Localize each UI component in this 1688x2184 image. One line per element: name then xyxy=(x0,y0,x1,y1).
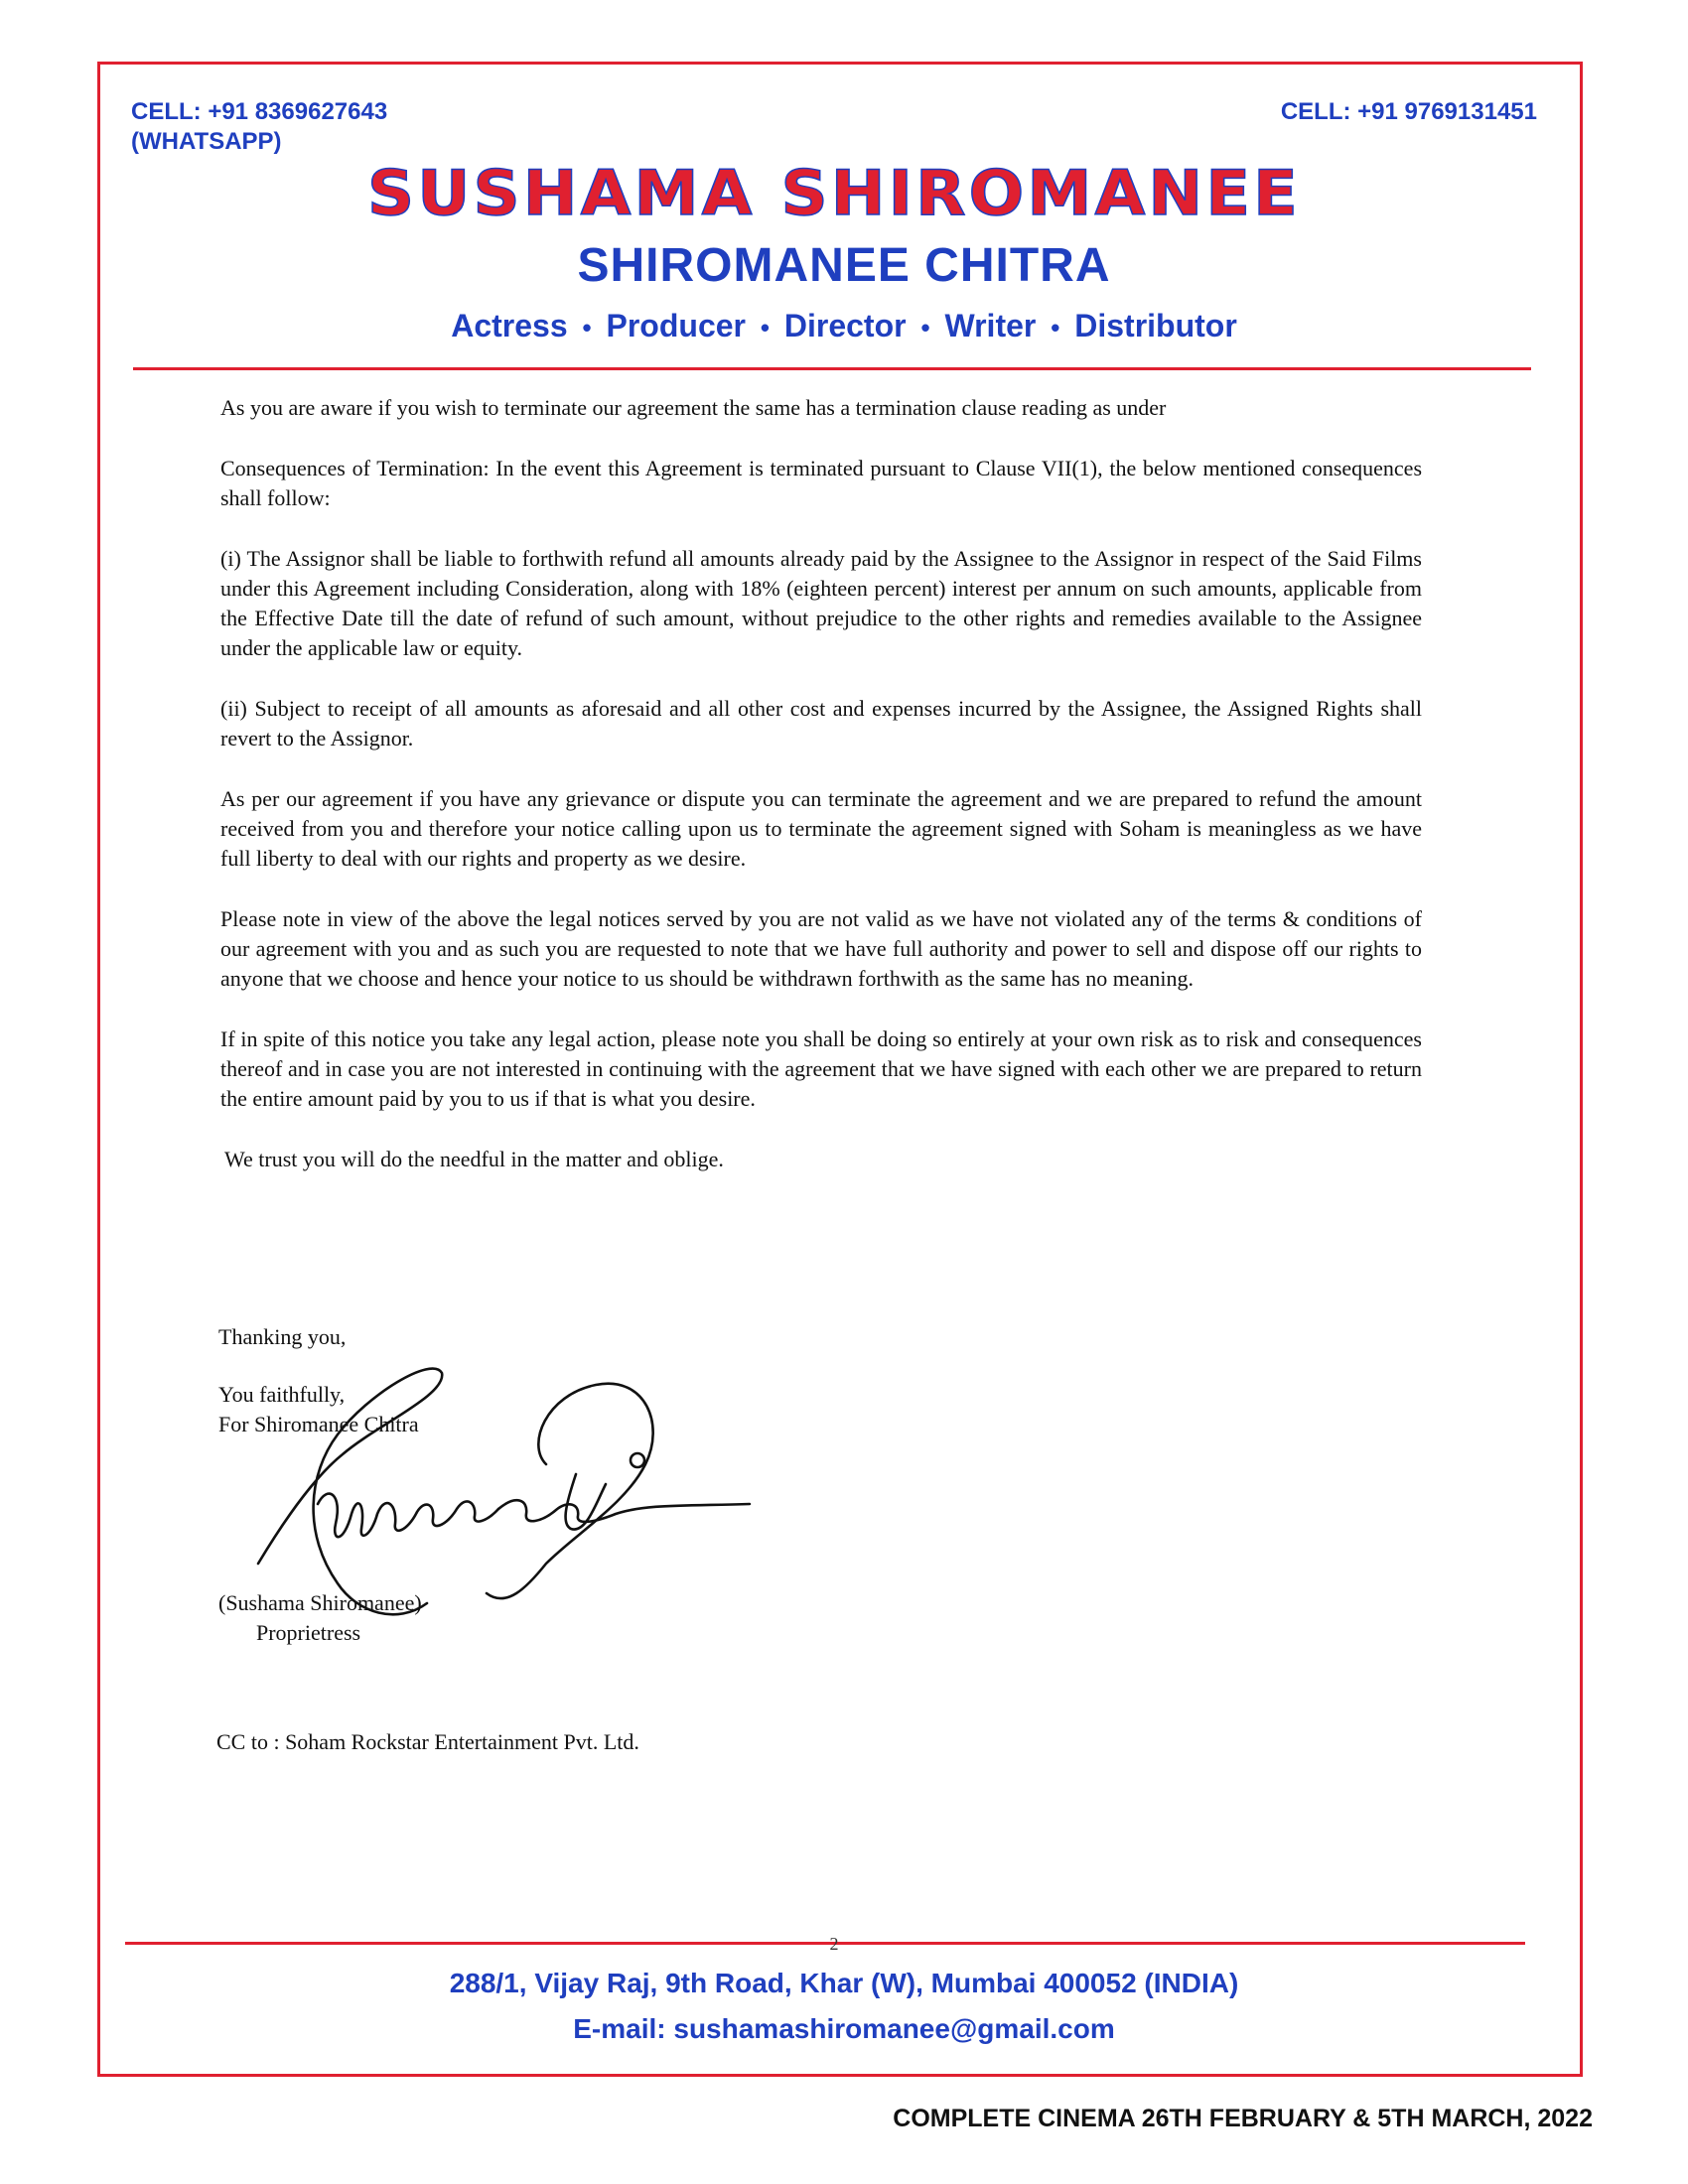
letter-body xyxy=(220,393,1422,1205)
signatory xyxy=(218,1588,422,1648)
role-actress: Actress xyxy=(451,308,568,343)
role-director: Director xyxy=(783,308,907,343)
cell-left xyxy=(131,97,387,157)
cell-left-number: CELL: +91 8369627643 xyxy=(131,98,388,125)
paragraph-legal-action: If in spite of this notice you take any legal action, please note you shall be doing so entirely at your own risk as to risk and consequences thereof and in case you are not interested in continuing with the agreement that we have signed with each other we are prepared to return the entire amount paid by you to us if that is what you desire. xyxy=(220,1026,1422,1111)
role-separator: • xyxy=(920,313,930,342)
role-producer: Producer xyxy=(606,308,746,343)
paragraph-notice: Please note in view of the above the legal notices served by you are not valid as we have not violated any of the terms & conditions of our agreement with you and as such you are requested to note that we have full authority and power to sell and dispose off our rights to anyone that we choose and hence your notice to us should be withdrawn forthwith as the same has no meaning. xyxy=(220,906,1422,991)
role-distributor: Distributor xyxy=(1074,308,1237,343)
brand-logo-graphic xyxy=(357,157,1311,226)
cc-line: CC to : Soham Rockstar Entertainment Pvt. Ltd. xyxy=(216,1729,639,1754)
signatory-name: (Sushama Shiromanee) xyxy=(218,1590,422,1615)
role-separator: • xyxy=(1051,313,1060,342)
role-writer: Writer xyxy=(944,308,1037,343)
cell-right: CELL: +91 9769131451 xyxy=(1280,98,1537,125)
address-line: 288/1, Vijay Raj, 9th Road, Khar (W), Mumbai 400052 (INDIA) xyxy=(449,1968,1239,1998)
paragraph-trust: We trust you will do the needful in the matter and oblige. xyxy=(224,1147,724,1171)
company-name: SHIROMANEE CHITRA xyxy=(577,239,1111,292)
page-number: 2 xyxy=(829,1934,839,1954)
role-separator: • xyxy=(760,313,770,342)
email-line: E-mail: sushamashiromanee@gmail.com xyxy=(573,2013,1115,2044)
paragraph-agreement: As per our agreement if you have any grievance or dispute you can terminate the agreement and we are prepared to refund the amount received from you and therefore your notice calling upon us to terminate the agreement signed with Soham is meaningless as we have full liberty to deal with our rights and property as we desire. xyxy=(220,786,1422,871)
paragraph-clause-ii: (ii) Subject to receipt of all amounts as aforesaid and all other cost and expenses incurred by the Assignee, the Assigned Rights shall revert to the Assignor. xyxy=(220,696,1422,751)
sign-off-line-2: For Shiromanee Chitra xyxy=(218,1412,419,1436)
header-divider xyxy=(133,367,1531,370)
signatory-title: Proprietress xyxy=(256,1620,361,1645)
cell-left-note: (WHATSAPP) xyxy=(131,128,282,155)
paragraph-clause-i: (i) The Assignor shall be liable to forthwith refund all amounts already paid by the Assignee to the Assignor in respect of the Said Films under this Agreement including Consideration, along with 18% (eighteen percent) interest per annum on such amounts, applicable from the Effective Date till the date of refund of such amount, without prejudice to the other rights and remedies available to the Assignee under the applicable law or equity. xyxy=(220,546,1422,660)
role-separator: • xyxy=(582,313,592,342)
paragraph-intro: As you are aware if you wish to terminate our agreement the same has a termination clause reading as under xyxy=(220,395,1167,420)
brand-logo-text: SUSHAMA SHIROMANEE xyxy=(367,157,1301,226)
brand-logo xyxy=(357,157,1311,226)
roles-line xyxy=(0,308,1688,344)
sign-off-line-1: You faithfully, xyxy=(218,1382,346,1407)
publication-caption: COMPLETE CINEMA 26TH FEBRUARY & 5TH MARCH, 2022 xyxy=(893,2105,1593,2132)
closing: Thanking you, xyxy=(218,1324,347,1349)
paragraph-consequences: Consequences of Termination: In the event this Agreement is terminated pursuant to Clause VII(1), the below mentioned consequences shall follow: xyxy=(220,456,1422,510)
